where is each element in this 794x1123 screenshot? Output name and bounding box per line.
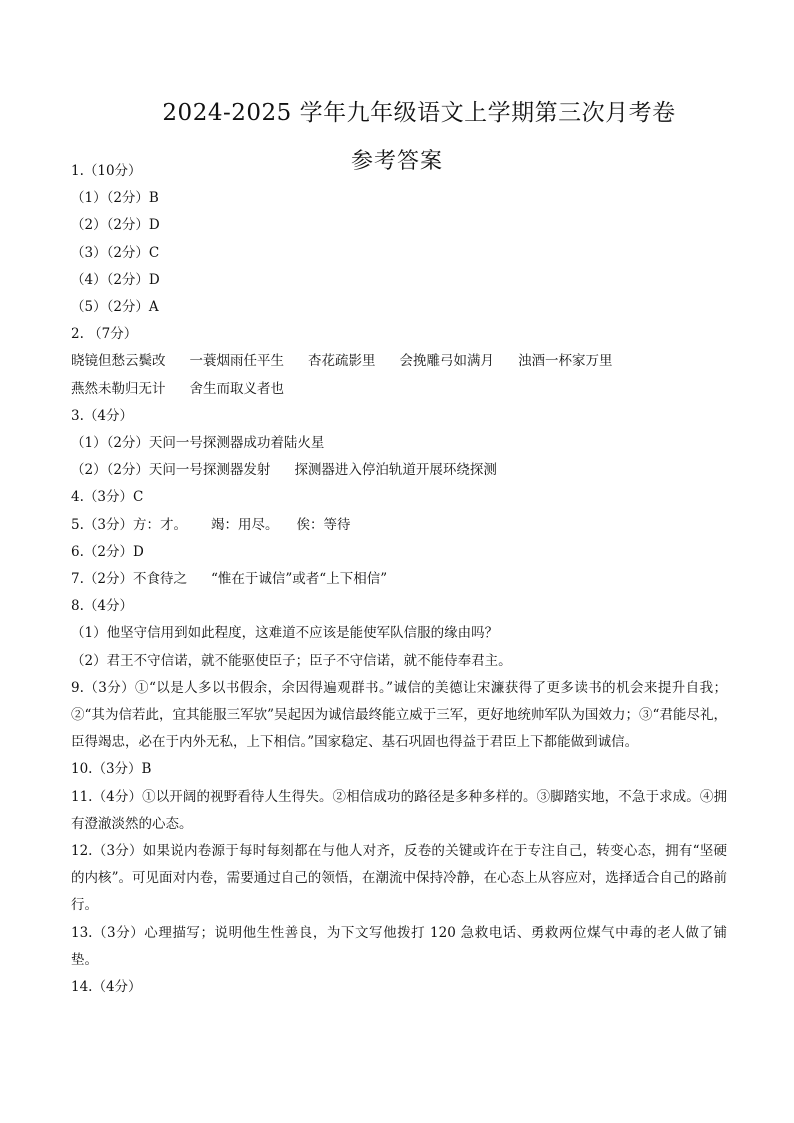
- answer-q8-2: （2）君王不守信诺，就不能驱使臣子；臣子不守信诺，就不能侍奉君主。: [71, 652, 512, 669]
- answer-q2-e: 浊酒一杯家万里: [518, 353, 613, 370]
- answer-q5c: 俟：等待: [296, 516, 351, 533]
- answer-q13: 13.（3分）心理描写；说明他生性善良，为下文写他拨打 120 急救电话、勇救两位煤气中毒的老人做了铺垫。: [71, 924, 727, 968]
- answer-q2-a: 晓镜但愁云鬓改: [71, 353, 166, 370]
- answer-q5: [71, 512, 727, 539]
- answer-q2-line1: [71, 348, 727, 375]
- answer-q7: [71, 566, 727, 593]
- answer-q1-5: （5）（2分）A: [71, 299, 159, 316]
- answer-q1-3: （3）（2分）C: [71, 244, 160, 261]
- answer-q7a: 7.（2分）不食待之: [71, 571, 187, 588]
- answer-q12: 12.（3分）如果说内卷源于每时每刻都在与他人对齐，反卷的关键或许在于专注自己，转变心态，拥有“坚硬的内核”。可见面对内卷，需要通过自己的领悟，在潮流中保持冷静，在心态上从容应对，选择适合自己的路前行。: [71, 843, 727, 914]
- answer-q3-heading: 3.（4分）: [71, 407, 133, 424]
- answer-q3-1: （1）（2分）天问一号探测器成功着陆火星: [71, 435, 325, 452]
- answer-q10: 10.（3分）B: [71, 761, 152, 778]
- answer-q2-c: 杏花疏影里: [308, 353, 376, 370]
- answer-q2-d: 会挽雕弓如满月: [399, 353, 494, 370]
- answer-q1-1: （1）（2分）B: [71, 190, 159, 207]
- answer-q5a: 5.（3分）方：才。: [71, 516, 187, 533]
- answer-q2-line2: [71, 376, 727, 403]
- answer-q11: 11.（4分）①以开阔的视野看待人生得失。②相信成功的路径是多种多样的。③脚踏实地，不急于求成。④拥有澄澈淡然的心态。: [71, 788, 727, 832]
- answer-q3-2a: （2）（2分）天问一号探测器发射: [71, 462, 271, 479]
- answer-q3-2b: 探测器进入停泊轨道开展环绕探测: [294, 462, 497, 479]
- answer-q4: 4.（3分）C: [71, 489, 144, 506]
- answer-q9: 9.（3分）①“以是人多以书假余，余因得遍观群书。”诚信的美德让宋濂获得了更多读书的机会来提升自我；②“其为信若此，宜其能服三军欤”吴起因为诚信最终能立威于三军，更好地统帅军队为国效力；③“君能尽礼，臣得竭忠，必在于内外无私，上下相信。”国家稳定、基石巩固也得益于君臣上下都能做到诚信。: [71, 679, 727, 751]
- answer-q1-4: （4）（2分）D: [71, 271, 160, 288]
- answer-q7b: “惟在于诚信”或者“上下相信”: [210, 571, 388, 588]
- answer-list: [71, 158, 727, 1001]
- answer-q5b: 竭：用尽。: [210, 516, 279, 533]
- page-subtitle: 参考答案: [350, 149, 443, 174]
- answer-q14-heading: 14.（4分）: [71, 979, 142, 996]
- page-title: 2024-2025 学年九年级语文上学期第三次月考卷: [162, 100, 676, 126]
- answer-q6: 6.（2分）D: [71, 543, 144, 560]
- answer-q2-g: 舍生而取义者也: [189, 380, 284, 397]
- answer-q2-heading: 2. （7分）: [71, 326, 138, 343]
- answer-q1-2: （2）（2分）D: [71, 217, 160, 234]
- answer-q2-f: 燕然未勒归无计: [71, 380, 166, 397]
- answer-q1-heading: 1.（10分）: [71, 163, 142, 179]
- answer-q8-1: （1）他坚守信用到如此程度，这难道不应该是能使军队信服的缘由吗？: [71, 625, 499, 642]
- answer-q8-heading: 8.（4分）: [71, 598, 133, 615]
- answer-q2-b: 一蓑烟雨任平生: [189, 353, 284, 370]
- answer-q3-2: [71, 457, 727, 484]
